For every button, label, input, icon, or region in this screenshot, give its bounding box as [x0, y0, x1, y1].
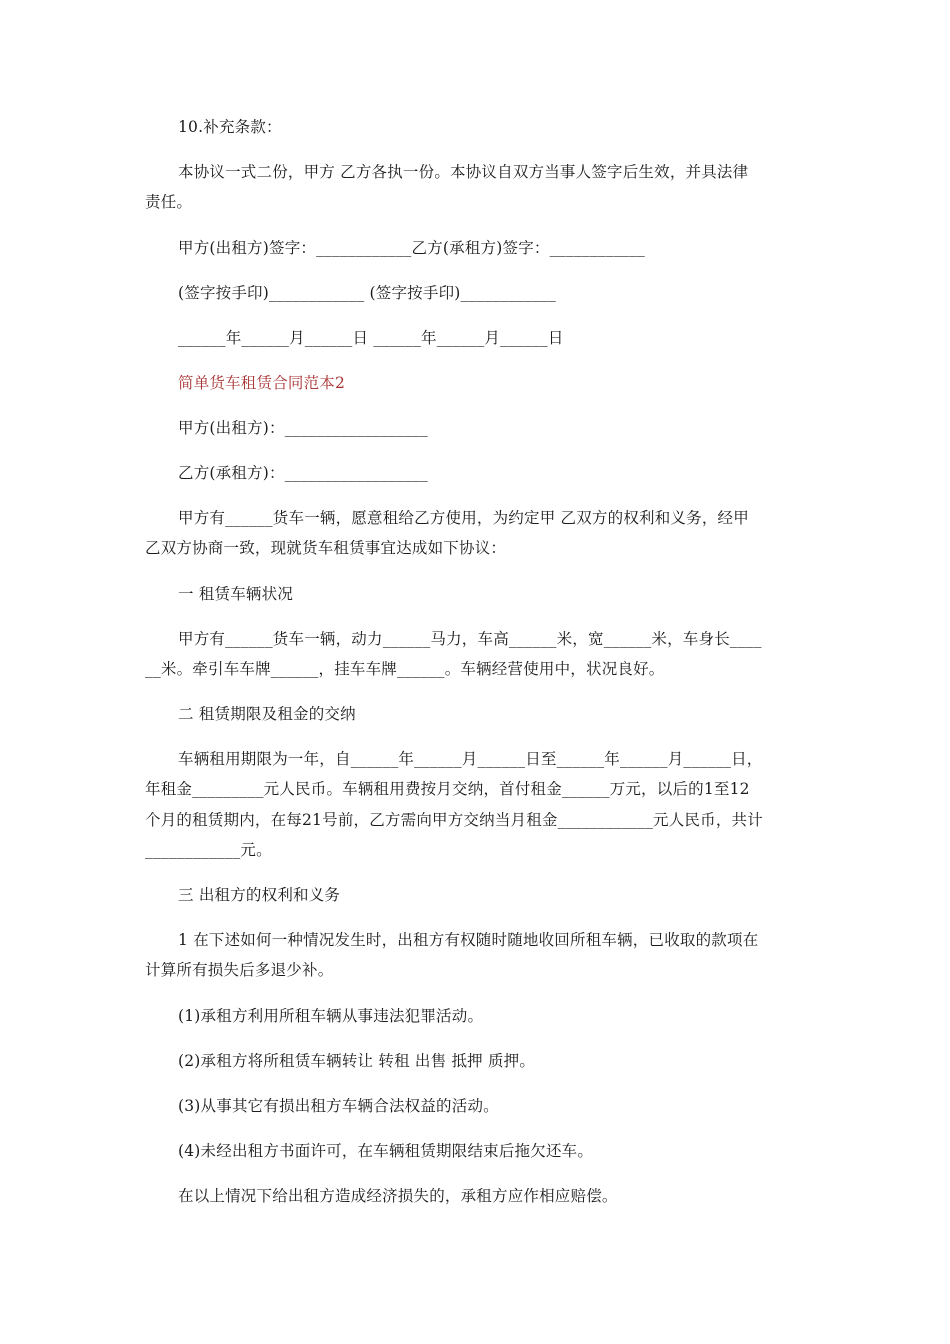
paragraph-line: __米。牵引车车牌______，挂车车牌______。车辆经营使用中，状况良好。 — [145, 660, 665, 678]
paragraph-line: 个月的租赁期内，在每21号前，乙方需向甲方交纳当月租金____________元人民币，共计 — [145, 811, 763, 829]
clause-10-title: 10.补充条款： — [178, 118, 282, 136]
list-item: (4)未经出租方书面许可，在车辆租赁期限结束后拖欠还车。 — [178, 1142, 594, 1160]
list-item: (1)承租方利用所租车辆从事违法犯罪活动。 — [178, 1007, 484, 1025]
party-b-line: 乙方(承租方)：__________________ — [178, 464, 428, 482]
list-item: (3)从事其它有损出租方车辆合法权益的活动。 — [178, 1097, 499, 1115]
paragraph-line: 1 在下述如何一种情况发生时，出租方有权随时随地收回所租车辆，已收取的款项在 — [178, 931, 759, 949]
paragraph-line: 年租金_________元人民币。车辆租用费按月交纳，首付租金______万元，以后的1至12 — [145, 780, 750, 798]
subsection-title: 三 出租方的权利和义务 — [178, 886, 341, 904]
paragraph-line: 本协议一式二份，甲方 乙方各执一份。本协议自双方当事人签字后生效，并具法律 — [178, 163, 749, 181]
subsection-title: 二 租赁期限及租金的交纳 — [178, 705, 356, 723]
paragraph-line: 乙双方协商一致，现就货车租赁事宜达成如下协议： — [145, 539, 507, 557]
document-page — [145, 0, 805, 1344]
paragraph-line: 责任。 — [145, 193, 193, 211]
date-line: ______年______月______日 ______年______月______日 — [178, 329, 564, 347]
section-heading: 简单货车租赁合同范本2 — [178, 374, 346, 392]
paragraph-line: 车辆租用期限为一年，自______年______月______日至______年______月______日， — [178, 750, 763, 768]
fingerprint-line: (签字按手印)____________ (签字按手印)____________ — [178, 284, 556, 302]
list-item: (2)承租方将所租赁车辆转让 转租 出售 抵押 质押。 — [178, 1052, 536, 1070]
signature-line: 甲方(出租方)签字：____________乙方(承租方)签字：____________ — [178, 239, 645, 257]
paragraph-line: ____________元。 — [145, 841, 272, 859]
party-a-line: 甲方(出租方)：__________________ — [178, 419, 428, 437]
paragraph-line: 甲方有______货车一辆，愿意租给乙方使用，为约定甲 乙双方的权利和义务，经甲 — [178, 509, 749, 527]
paragraph-line: 计算所有损失后多退少补。 — [145, 961, 334, 979]
paragraph-line: 在以上情况下给出租方造成经济损失的，承租方应作相应赔偿。 — [178, 1187, 618, 1205]
subsection-title: 一 租赁车辆状况 — [178, 585, 294, 603]
paragraph-line: 甲方有______货车一辆，动力______马力，车高______米，宽______米，车身长____ — [178, 630, 762, 648]
